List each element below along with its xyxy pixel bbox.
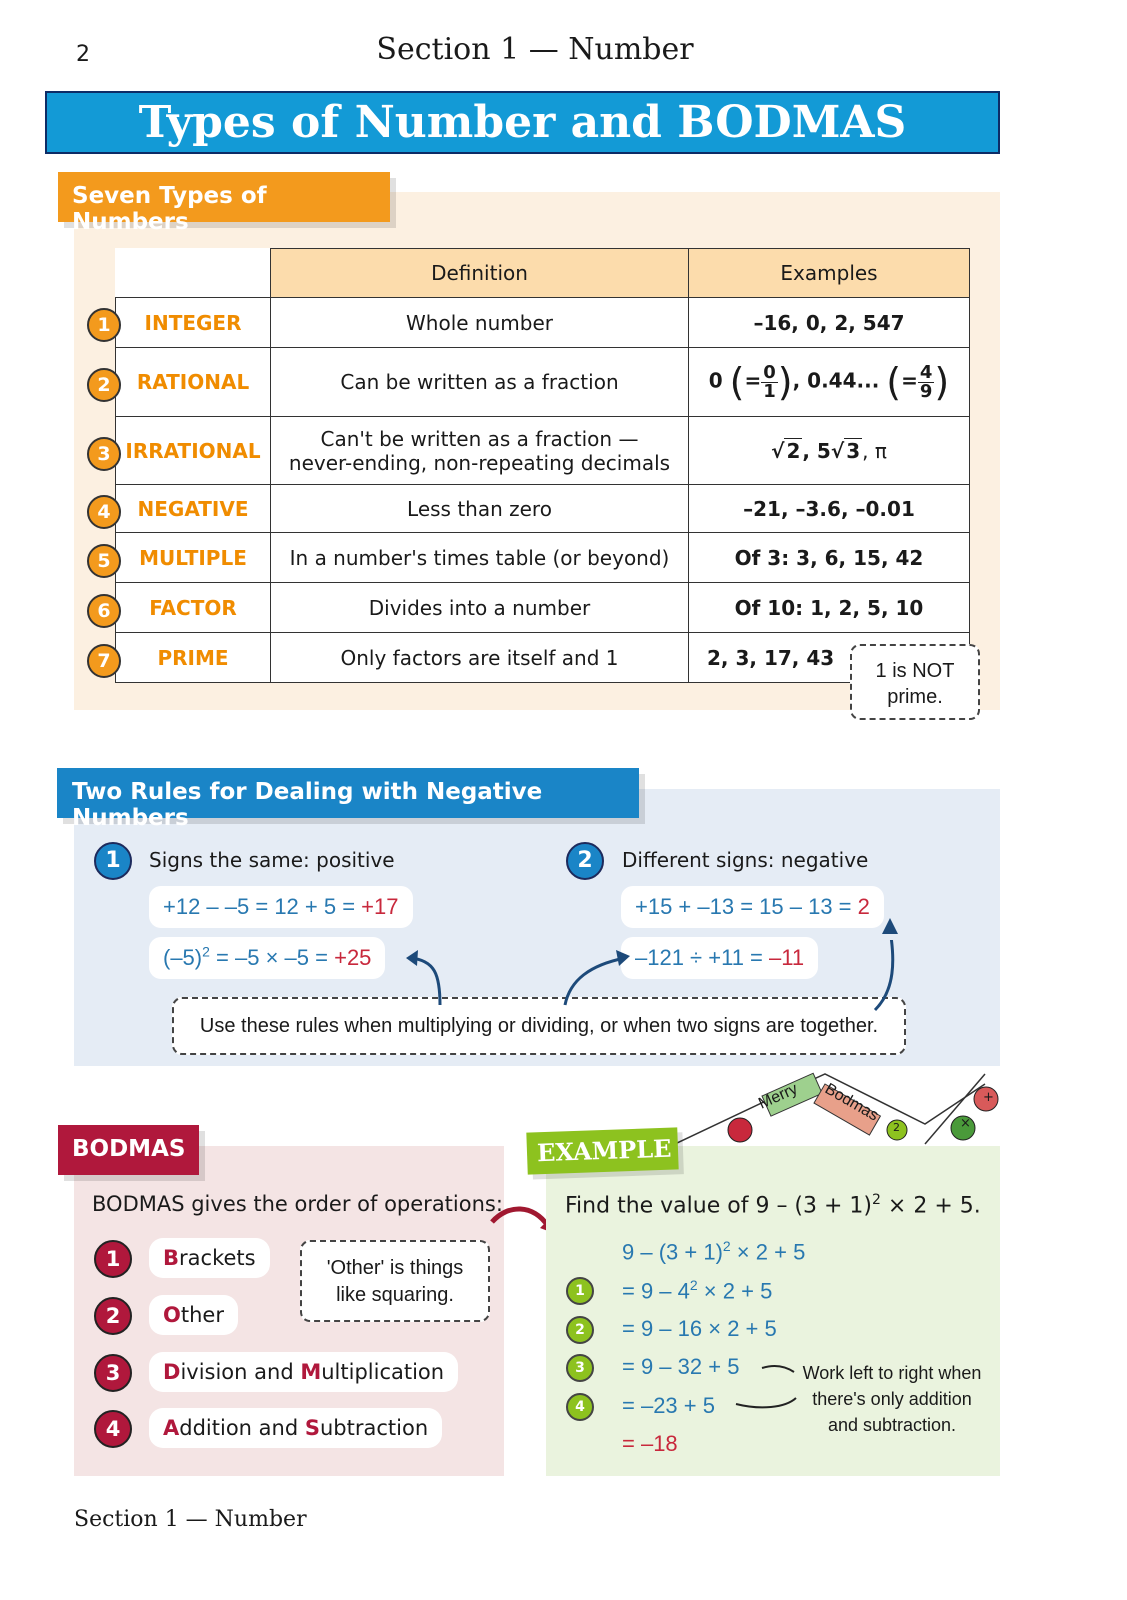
step-badge: 2 xyxy=(566,1316,594,1344)
types-table xyxy=(115,248,970,683)
bodmas-text: ther xyxy=(180,1303,224,1327)
other-note xyxy=(300,1240,490,1322)
bodmas-letter: M xyxy=(300,1360,322,1384)
root-value: 3 xyxy=(846,438,861,463)
exponent: 2 xyxy=(872,1192,881,1208)
equation xyxy=(149,937,385,979)
final-answer-text: = –18 xyxy=(622,1431,678,1456)
example-tab xyxy=(526,1127,678,1174)
bodmas-letter: S xyxy=(304,1416,320,1440)
definition-line: never-ending, non-repeating decimals xyxy=(288,450,671,475)
type-definition: Less than zero xyxy=(271,485,689,533)
bodmas-letter: A xyxy=(163,1416,180,1440)
number-badge: 6 xyxy=(87,594,121,628)
equation-result: +17 xyxy=(361,894,399,919)
bunting-label: Bodmas xyxy=(821,1080,882,1125)
ornament-label: × xyxy=(960,1116,971,1131)
types-tab-label: Seven Types of Numbers xyxy=(72,183,267,235)
number-badge: 1 xyxy=(87,308,121,342)
connector-line xyxy=(762,1366,794,1372)
definition-header: Definition xyxy=(271,249,689,298)
ornament-label: + xyxy=(983,1090,994,1105)
bodmas-item xyxy=(149,1295,238,1335)
blank-header xyxy=(116,249,271,298)
arrow-icon xyxy=(410,958,440,1005)
connector-line xyxy=(736,1398,796,1407)
example-decimal: , 0.44... xyxy=(792,368,880,393)
equation-result: +25 xyxy=(334,945,372,970)
type-definition: Whole number xyxy=(271,298,689,348)
number-badge: 3 xyxy=(87,437,121,471)
table-row xyxy=(116,485,970,533)
example-question xyxy=(565,1192,981,1218)
numerator: 4 xyxy=(919,361,933,383)
bodmas-text: ddition and xyxy=(179,1416,305,1440)
bodmas-letter: D xyxy=(163,1360,181,1384)
rules-note: Use these rules when multiplying or dividing, or when two signs are together. xyxy=(172,997,906,1055)
rule-title: Different signs: negative xyxy=(622,848,869,872)
step-badge: 1 xyxy=(566,1277,594,1305)
note-line: prime. xyxy=(887,686,943,708)
denominator: 9 xyxy=(919,380,933,402)
bodmas-letter: O xyxy=(163,1303,181,1327)
bodmas-text: ultiplication xyxy=(321,1360,445,1384)
equation-text: = –5 × –5 = xyxy=(209,945,335,970)
type-definition: Divides into a number xyxy=(271,583,689,633)
number-badge: 4 xyxy=(87,495,121,529)
equation-text: (–5) xyxy=(163,945,203,970)
step-badge: 4 xyxy=(566,1393,594,1421)
note-line: 'Other' is things xyxy=(326,1257,464,1279)
type-name: NEGATIVE xyxy=(116,485,271,533)
working-text: × 2 + 5 xyxy=(730,1239,806,1265)
arrow-icon xyxy=(565,958,625,1005)
equation xyxy=(149,886,413,928)
rule-badge: 2 xyxy=(566,842,604,880)
paren-close: ) xyxy=(934,360,950,404)
arrow-icon xyxy=(882,918,898,934)
arrow-icon xyxy=(492,1209,548,1226)
page-number: 2 xyxy=(76,42,90,67)
type-name: RATIONAL xyxy=(116,348,271,417)
numerator: 0 xyxy=(763,361,776,383)
question-text: Find the value of 9 – (3 + 1) xyxy=(565,1193,873,1219)
type-definition: In a number's times table (or beyond) xyxy=(271,533,689,583)
working-text: × 2 + 5 xyxy=(697,1278,773,1304)
type-examples: Of 3: 3, 6, 15, 42 xyxy=(689,533,970,583)
bodmas-badge: 2 xyxy=(94,1297,132,1335)
types-tab xyxy=(58,172,390,235)
type-examples: –21, –3.6, –0.01 xyxy=(689,485,970,533)
paren-open: ( xyxy=(729,360,745,404)
note-line: like squaring. xyxy=(336,1284,454,1306)
type-definition xyxy=(271,417,689,485)
table-row xyxy=(116,417,970,485)
footer: Section 1 — Number xyxy=(74,1507,307,1532)
equation-text: +15 + –13 = 15 – 13 = xyxy=(635,894,858,919)
ornament-icon xyxy=(728,1118,752,1142)
exponent: 2 xyxy=(689,1277,698,1293)
bodmas-intro: BODMAS gives the order of operations: xyxy=(92,1192,503,1216)
rule-badge: 1 xyxy=(94,842,132,880)
equation-text: +12 – –5 = 12 + 5 = xyxy=(163,894,362,919)
note-line: there's only addition xyxy=(812,1389,972,1409)
number-badge: 5 xyxy=(87,544,121,578)
title-bar xyxy=(45,91,1000,154)
bodmas-item xyxy=(149,1352,458,1392)
rule-title: Signs the same: positive xyxy=(149,848,395,872)
bodmas-letter: B xyxy=(163,1246,180,1270)
paren-close: ) xyxy=(777,360,793,404)
bodmas-text: rackets xyxy=(179,1246,256,1270)
paren-open: ( xyxy=(886,360,902,404)
negatives-tab xyxy=(57,768,639,831)
equation-result: 2 xyxy=(857,894,870,919)
arrow-icon xyxy=(406,950,418,966)
type-examples xyxy=(689,348,970,417)
definition-line: Can't be written as a fraction — xyxy=(320,426,639,451)
type-examples: Of 10: 1, 2, 5, 10 xyxy=(689,583,970,633)
working-line: = 9 – 16 × 2 + 5 xyxy=(622,1316,777,1341)
type-name: FACTOR xyxy=(116,583,271,633)
ornament-label: 2 xyxy=(893,1121,900,1134)
examples-header: Examples xyxy=(689,249,970,298)
working-line xyxy=(622,1238,805,1265)
exponent: 2 xyxy=(722,1238,731,1254)
working-text: 9 – (3 + 1) xyxy=(622,1239,723,1265)
fraction xyxy=(761,361,778,402)
table-row xyxy=(116,348,970,417)
fraction xyxy=(918,361,935,402)
question-text: × 2 + 5. xyxy=(880,1193,981,1219)
table-row xyxy=(116,533,970,583)
type-name: MULTIPLE xyxy=(116,533,271,583)
bodmas-tab xyxy=(58,1125,199,1175)
equals-sign: = xyxy=(744,368,762,393)
equation-text: –121 ÷ +11 = xyxy=(635,945,769,970)
bodmas-text: ivision and xyxy=(180,1360,301,1384)
equation xyxy=(621,886,884,928)
note-line: 1 is NOT xyxy=(875,660,955,682)
arrow-head xyxy=(880,918,900,938)
working-text: = 9 – 4 xyxy=(622,1278,690,1304)
final-answer xyxy=(622,1431,678,1457)
number-badge: 2 xyxy=(87,368,121,402)
example-mid: , 5 xyxy=(802,438,831,463)
table-row xyxy=(116,298,970,348)
left-to-right-note xyxy=(792,1360,992,1438)
bodmas-text: ubtraction xyxy=(319,1416,429,1440)
bunting xyxy=(675,1064,1005,1154)
exponent: 2 xyxy=(202,943,210,960)
type-examples: –16, 0, 2, 547 xyxy=(689,298,970,348)
bodmas-item xyxy=(149,1408,442,1448)
arrow-icon xyxy=(875,940,893,1010)
equals-sign: = xyxy=(901,368,918,393)
working-line xyxy=(622,1277,772,1304)
type-examples: 2, 3, 17, 43 xyxy=(689,633,970,683)
page-title: Types of Number and BODMAS xyxy=(138,97,907,148)
bodmas-badge: 4 xyxy=(94,1410,132,1448)
pi-symbol: , π xyxy=(862,438,887,463)
note-line: Work left to right when xyxy=(802,1363,982,1383)
arrows xyxy=(400,940,920,1020)
type-definition: Only factors are itself and 1 xyxy=(271,633,689,683)
working-line: = 9 – 32 + 5 xyxy=(622,1354,740,1379)
bodmas-badge: 3 xyxy=(94,1354,132,1392)
bodmas-item xyxy=(149,1238,270,1278)
negatives-tab-label: Two Rules for Dealing with Negative Numbers xyxy=(72,779,543,831)
type-name: INTEGER xyxy=(116,298,271,348)
denominator: 1 xyxy=(763,380,776,402)
note-line: and subtraction. xyxy=(827,1415,957,1435)
note-connectors xyxy=(730,1360,800,1410)
arrow-icon xyxy=(616,950,630,966)
example-zero: 0 xyxy=(708,368,723,393)
running-head: Section 1 — Number xyxy=(376,32,694,67)
types-header-row xyxy=(116,249,970,298)
type-examples: √ 2 , 5√ 3 , π xyxy=(689,417,970,485)
prime-note xyxy=(850,644,980,720)
number-badge: 7 xyxy=(87,644,121,678)
type-name: PRIME xyxy=(116,633,271,683)
table-row xyxy=(116,583,970,633)
example-tab-label: EXAMPLE xyxy=(536,1133,672,1168)
bodmas-badge: 1 xyxy=(94,1240,132,1278)
root-value: 2 xyxy=(786,438,801,463)
step-badge: 3 xyxy=(566,1354,594,1382)
type-definition: Can be written as a fraction xyxy=(271,348,689,417)
bunting-label: Merry xyxy=(756,1080,801,1113)
table-row xyxy=(116,633,970,683)
bodmas-tab-label: BODMAS xyxy=(72,1136,186,1162)
working-line: = –23 + 5 xyxy=(622,1393,715,1418)
type-name: IRRATIONAL xyxy=(116,417,271,485)
equation-result: –11 xyxy=(769,945,805,970)
